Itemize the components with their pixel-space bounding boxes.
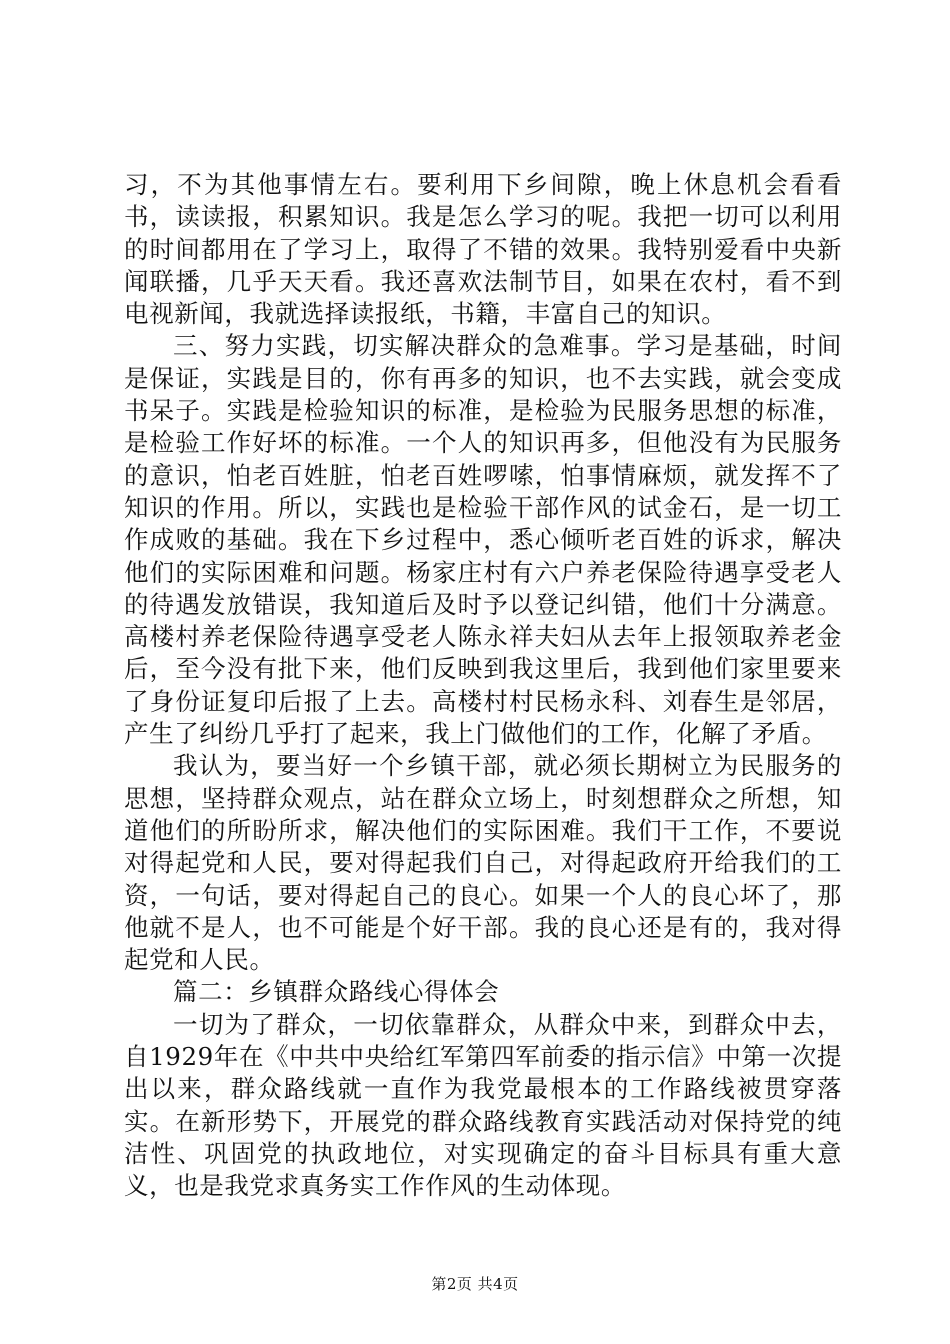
paragraph-4: 一切为了群众，一切依靠群众，从群众中来，到群众中去，自1929年在《中共中央给红军第四军前委的指示信》中第一次提出以来，群众路线就一直作为我党最根本的工作路线被贯穿落实。在新形势下，开展党的群众路线教育实践活动对保持党的纯洁性、巩固党的执政地位，对实现确定的奋斗目标具有重大意义，也是我党求真务实工作作风的生动体现。 (124, 1009, 842, 1201)
paragraph-3: 我认为，要当好一个乡镇干部，就必须长期树立为民服务的思想，坚持群众观点，站在群众立场上，时刻想群众之所想，知道他们的所盼所求，解决他们的实际困难。我们干工作，不要说对得起党和人民，要对得起我们自己，对得起政府开给我们的工资，一句话，要对得起自己的良心。如果一个人的良心坏了，那他就不是人，也不可能是个好干部。我的良心还是有的，我对得起党和人民。 (124, 751, 842, 975)
document-body (124, 169, 842, 1203)
page-footer: 第2页 共4页 (431, 1275, 519, 1293)
paragraph-2: 三、努力实践，切实解决群众的急难事。学习是基础，时间是保证，实践是目的，你有再多的知识，也不去实践，就会变成书呆子。实践是检验知识的标准，是检验为民服务思想的标准，是检验工作好坏的标准。一个人的知识再多，但他没有为民服务的意识，怕老百姓脏，怕老百姓啰嗦，怕事情麻烦，就发挥不了知识的作用。所以，实践也是检验干部作风的试金石，是一切工作成败的基础。我在下乡过程中，悉心倾听老百姓的诉求，解决他们的实际困难和问题。杨家庄村有六户养老保险待遇享受老人的待遇发放错误，我知道后及时予以登记纠错，他们十分满意。高楼村养老保险待遇享受老人陈永祥夫妇从去年上报领取养老金后，至今没有批下来，他们反映到我这里后，我到他们家里要来了身份证复印后报了上去。高楼村村民杨永科、刘春生是邻居，产生了纠纷几乎打了起来，我上门做他们的工作，化解了矛盾。 (124, 331, 842, 749)
section-heading: 篇二：乡镇群众路线心得体会 (173, 977, 500, 1007)
paragraph-1: 习，不为其他事情左右。要利用下乡间隙，晚上休息机会看看书，读读报，积累知识。我是怎么学习的呢。我把一切可以利用的时间都用在了学习上，取得了不错的效果。我特别爱看中央新闻联播，几乎天天看。我还喜欢法制节目，如果在农村，看不到电视新闻，我就选择读报纸，书籍，丰富自己的知识。 (124, 170, 842, 329)
